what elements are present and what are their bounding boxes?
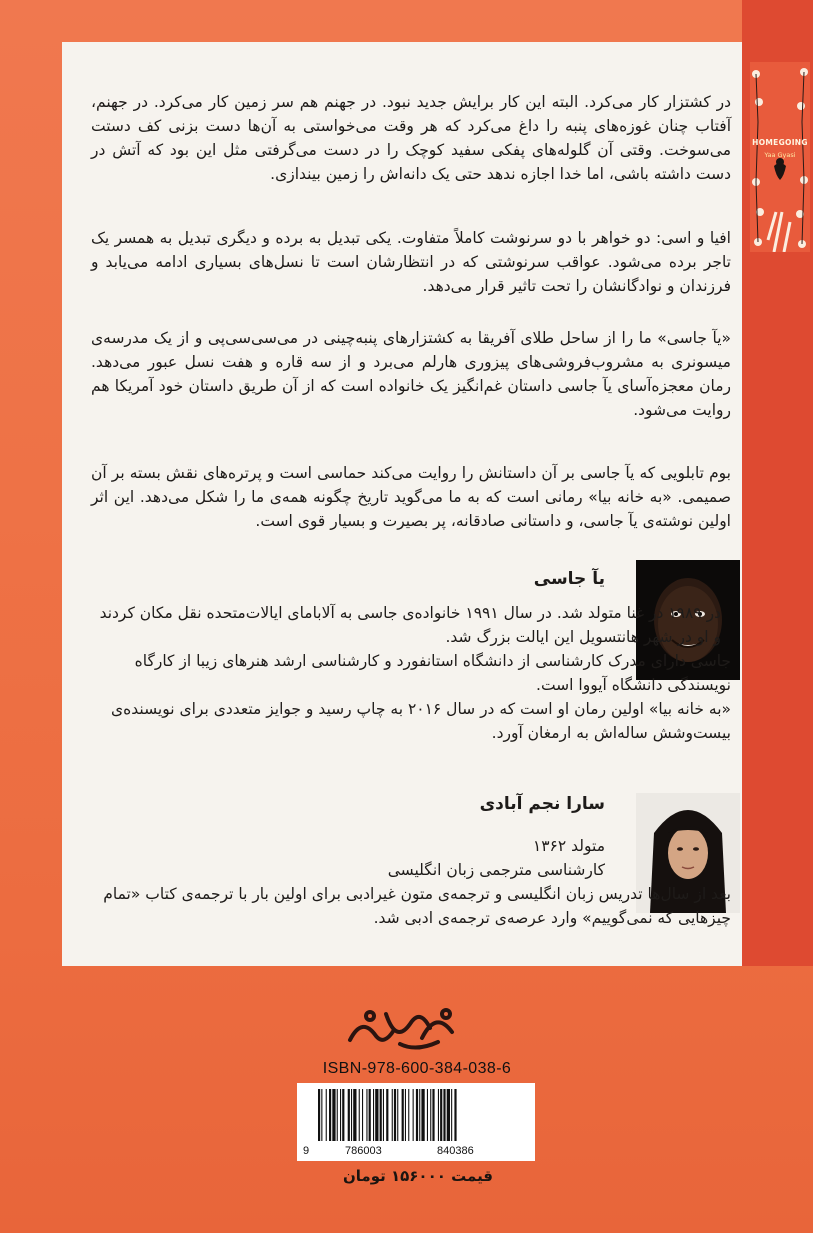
translator-section — [91, 790, 731, 930]
translator-birth: متولد ۱۳۶۲ — [532, 837, 605, 855]
blurb-paragraph-3 — [91, 326, 731, 422]
barcode — [297, 1083, 535, 1161]
barcode-digit-first: 9 — [303, 1145, 310, 1157]
author-name: یآ جاسی — [533, 569, 605, 589]
blurb-text-3: «یآ جاسی» ما را از ساحل طلای آفریقا به کشتزارهای پنبه‌چینی در می‌سی‌سی‌پی و از یک مدرسه‌ی میسونری به مشروب‌فروشی‌های پیزوری هارلم می‌برد و از سه قاره و هفت نسل عبور می‌دهد. رمان معجزه‌آسای یآ جاسی داستان غم‌انگیز یک خانواده است که از آن طریق داستان خود آمریکا هم روایت می‌شود. — [91, 329, 731, 419]
blurb-paragraph-1 — [91, 90, 731, 186]
translator-bio: بعد از سال‌ها تدریس زبان انگلیسی و ترجمه‌ی متون غیرادبی برای اولین بار با ترجمه‌ی کتاب «تمام چیزهایی که نمی‌گوییم» وارد عرصه‌ی ترجمه‌ی ادبی شد. — [103, 885, 731, 927]
book-cover-thumbnail — [750, 62, 810, 252]
translator-degree: کارشناسی مترجمی زبان انگلیسی — [387, 861, 605, 879]
barcode-digits-group-2: 840386 — [437, 1145, 474, 1157]
blurb-text-4: بوم تابلویی که یآ جاسی بر آن داستانش را روایت می‌کند حماسی است و پرتره‌های نقش بسته بر آن صمیمی. «به خانه بیا» رمانی است که به ما می‌گوید تاریخ چگونه همه‌ی ما را شکل می‌دهد. این اثر اولین نوشته‌ی یآ جاسی، و داستانی صادقانه، پر بصیرت و بسیار قوی است. — [91, 464, 731, 530]
book-thumb-author: Yaa Gyasi — [764, 151, 796, 159]
author-bio-line-1: در ۱۹۸۹ در غنا متولد شد. در سال ۱۹۹۱ خانواده‌ی جاسی به آلابامای ایالات‌متحده نقل مکان کردند و او در شهر هانتسویل این ایالت بزرگ شد. — [99, 604, 721, 646]
author-section — [91, 565, 731, 745]
barcode-digits-group-1: 786003 — [345, 1145, 382, 1157]
price-label: قیمت ۱۵۶۰۰۰ تومان — [342, 1167, 494, 1185]
author-bio-line-3: «به خانه بیا» اولین رمان او است که در سال ۲۰۱۶ به چاپ رسید و جوایز متعددی برای نویسنده‌ی بیست‌وشش ساله‌اش به ارمغان آورد. — [111, 700, 731, 742]
blurb-paragraph-2 — [91, 226, 731, 298]
isbn-text: ISBN-978-600-384-038-6 — [322, 1060, 512, 1077]
translator-name: سارا نجم آبادی — [479, 794, 605, 814]
blurb-text-1: در کشتزار کار می‌کرد. البته این کار برایش جدید نبود. در جهنم هم سر زمین کار می‌کرد. در جهنم، آفتاب چنان غوزه‌های پنبه را داغ می‌کرد که هر وقت می‌خواستی به آن‌ها دست بزنی کف دستت می‌سوخت. وقتی آن گلوله‌های پفکی سفید کوچک را در دست می‌گرفتی مثل این بود که آتش در دست داشته باشی، اما خدا اجازه ندهد حتی یک دانه‌اش را زمین بیندازی. — [91, 93, 731, 183]
blurb-paragraph-4 — [91, 461, 731, 533]
book-thumb-title: HOMEGOING — [752, 138, 808, 147]
barcode-bars — [304, 1089, 528, 1143]
publisher-logo-icon — [342, 1000, 472, 1054]
author-bio-line-2: جاسی دارای مدرک کارشناسی از دانشگاه استانفورد و کارشناسی ارشد هنرهای زیبا از کارگاه نویسندگی دانشگاه آیووا است. — [134, 652, 731, 694]
blurb-text-2: افیا و اسی: دو خواهر با دو سرنوشت کاملاً متفاوت. یکی تبدیل به برده و دیگری تبدیل به همسر یک تاجر برده می‌شود. عواقب سرنوشتی که در انتظارشان است تا نسل‌های بسیاری ادامه می‌یابد و فرزندان و نوادگانشان را تحت تاثیر قرار می‌دهد. — [91, 229, 731, 295]
